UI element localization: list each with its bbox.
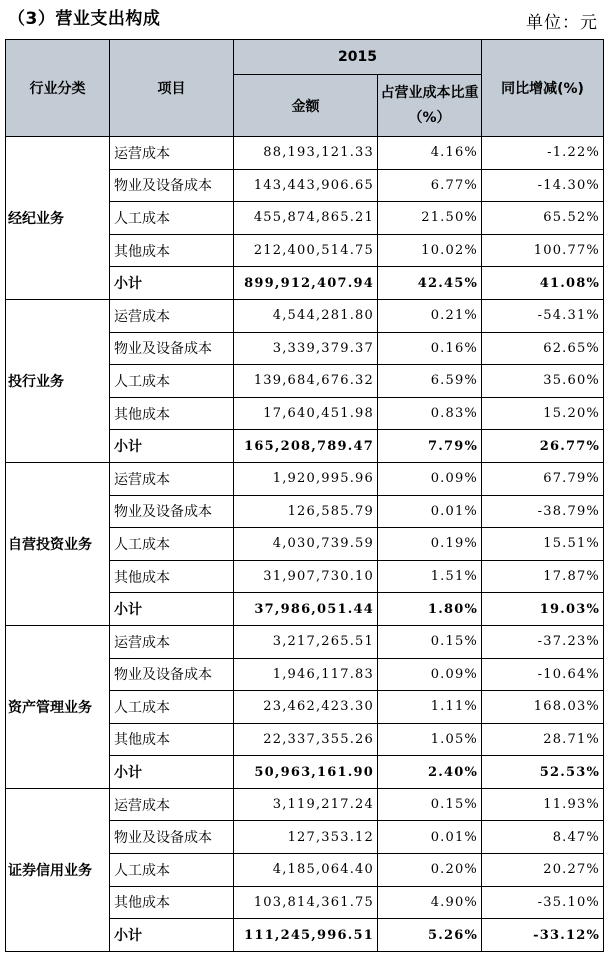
row-yoy: -33.12%: [482, 919, 604, 952]
row-yoy: -38.79%: [482, 495, 604, 528]
row-amount: 50,963,161.90: [234, 756, 378, 789]
table-row: [6, 137, 604, 170]
row-yoy: -54.31%: [482, 299, 604, 332]
row-ratio: 0.09%: [378, 658, 482, 691]
row-yoy: 26.77%: [482, 430, 604, 463]
row-ratio: 10.02%: [378, 234, 482, 267]
row-amount: 3,217,265.51: [234, 625, 378, 658]
row-yoy: 8.47%: [482, 821, 604, 854]
header-ratio: 占营业成本比重（%）: [378, 75, 482, 137]
row-item: 小计: [110, 756, 234, 789]
unit-label: 单位：元: [526, 13, 598, 33]
header-yoy: 同比增减(%): [482, 40, 604, 137]
segment-name: 自营投资业务: [6, 462, 110, 625]
row-yoy: 65.52%: [482, 202, 604, 235]
row-amount: 88,193,121.33: [234, 137, 378, 170]
row-amount: 4,544,281.80: [234, 299, 378, 332]
row-ratio: 42.45%: [378, 267, 482, 300]
row-item: 人工成本: [110, 202, 234, 235]
row-ratio: 1.11%: [378, 691, 482, 724]
row-ratio: 1.05%: [378, 723, 482, 756]
row-ratio: 5.26%: [378, 919, 482, 952]
row-yoy: 41.08%: [482, 267, 604, 300]
row-item: 小计: [110, 267, 234, 300]
row-ratio: 21.50%: [378, 202, 482, 235]
row-item: 物业及设备成本: [110, 169, 234, 202]
row-amount: 139,684,676.32: [234, 365, 378, 398]
row-item: 运营成本: [110, 625, 234, 658]
row-amount: 31,907,730.10: [234, 560, 378, 593]
row-ratio: 0.83%: [378, 397, 482, 430]
row-item: 人工成本: [110, 528, 234, 561]
row-ratio: 6.77%: [378, 169, 482, 202]
row-item: 运营成本: [110, 788, 234, 821]
row-ratio: 7.79%: [378, 430, 482, 463]
row-ratio: 0.01%: [378, 495, 482, 528]
row-ratio: 6.59%: [378, 365, 482, 398]
segment-name: 投行业务: [6, 299, 110, 462]
expense-table: [5, 39, 604, 952]
table-body: [6, 137, 604, 952]
row-item: 物业及设备成本: [110, 821, 234, 854]
row-item: 物业及设备成本: [110, 495, 234, 528]
row-amount: 455,874,865.21: [234, 202, 378, 235]
row-amount: 899,912,407.94: [234, 267, 378, 300]
row-amount: 103,814,361.75: [234, 886, 378, 919]
row-amount: 212,400,514.75: [234, 234, 378, 267]
row-item: 小计: [110, 593, 234, 626]
header-year: 2015: [234, 40, 482, 75]
row-ratio: 0.01%: [378, 821, 482, 854]
row-item: 人工成本: [110, 365, 234, 398]
row-item: 运营成本: [110, 462, 234, 495]
segment-name: 经纪业务: [6, 137, 110, 300]
row-yoy: 11.93%: [482, 788, 604, 821]
row-yoy: 62.65%: [482, 332, 604, 365]
row-ratio: 0.21%: [378, 299, 482, 332]
row-item: 小计: [110, 430, 234, 463]
row-amount: 1,920,995.96: [234, 462, 378, 495]
row-amount: 37,986,051.44: [234, 593, 378, 626]
row-yoy: 35.60%: [482, 365, 604, 398]
row-item: 其他成本: [110, 723, 234, 756]
row-ratio: 1.51%: [378, 560, 482, 593]
row-ratio: 2.40%: [378, 756, 482, 789]
row-yoy: -37.23%: [482, 625, 604, 658]
row-item: 其他成本: [110, 397, 234, 430]
header-amount: 金额: [234, 75, 378, 137]
row-yoy: 168.03%: [482, 691, 604, 724]
row-item: 物业及设备成本: [110, 658, 234, 691]
row-ratio: 0.09%: [378, 462, 482, 495]
row-item: 其他成本: [110, 234, 234, 267]
row-item: 运营成本: [110, 137, 234, 170]
row-amount: 127,353.12: [234, 821, 378, 854]
row-yoy: -14.30%: [482, 169, 604, 202]
row-amount: 165,208,789.47: [234, 430, 378, 463]
table-row: [6, 299, 604, 332]
row-item: 其他成本: [110, 560, 234, 593]
table-row: [6, 788, 604, 821]
section-title: （3）营业支出构成: [8, 9, 161, 29]
row-amount: 22,337,355.26: [234, 723, 378, 756]
row-ratio: 0.20%: [378, 854, 482, 887]
row-ratio: 0.16%: [378, 332, 482, 365]
row-ratio: 0.15%: [378, 625, 482, 658]
table-row: [6, 462, 604, 495]
row-ratio: 1.80%: [378, 593, 482, 626]
table-row: [6, 625, 604, 658]
row-ratio: 4.90%: [378, 886, 482, 919]
row-amount: 3,119,217.24: [234, 788, 378, 821]
row-item: 物业及设备成本: [110, 332, 234, 365]
row-amount: 126,585.79: [234, 495, 378, 528]
row-yoy: 67.79%: [482, 462, 604, 495]
row-item: 人工成本: [110, 854, 234, 887]
row-yoy: 100.77%: [482, 234, 604, 267]
row-amount: 1,946,117.83: [234, 658, 378, 691]
row-item: 人工成本: [110, 691, 234, 724]
row-yoy: 28.71%: [482, 723, 604, 756]
row-amount: 23,462,423.30: [234, 691, 378, 724]
row-amount: 17,640,451.98: [234, 397, 378, 430]
row-yoy: 17.87%: [482, 560, 604, 593]
row-ratio: 0.15%: [378, 788, 482, 821]
row-yoy: -35.10%: [482, 886, 604, 919]
row-yoy: 20.27%: [482, 854, 604, 887]
row-item: 运营成本: [110, 299, 234, 332]
row-yoy: 19.03%: [482, 593, 604, 626]
segment-name: 资产管理业务: [6, 625, 110, 788]
row-yoy: -1.22%: [482, 137, 604, 170]
row-item: 小计: [110, 919, 234, 952]
row-yoy: 15.51%: [482, 528, 604, 561]
segment-name: 证券信用业务: [6, 788, 110, 951]
row-ratio: 0.19%: [378, 528, 482, 561]
row-amount: 4,185,064.40: [234, 854, 378, 887]
header-item: 项目: [110, 40, 234, 137]
header-segment: 行业分类: [6, 40, 110, 137]
row-yoy: 15.20%: [482, 397, 604, 430]
row-item: 其他成本: [110, 886, 234, 919]
row-amount: 3,339,379.37: [234, 332, 378, 365]
row-yoy: -10.64%: [482, 658, 604, 691]
row-amount: 4,030,739.59: [234, 528, 378, 561]
row-yoy: 52.53%: [482, 756, 604, 789]
row-ratio: 4.16%: [378, 137, 482, 170]
row-amount: 111,245,996.51: [234, 919, 378, 952]
row-amount: 143,443,906.65: [234, 169, 378, 202]
